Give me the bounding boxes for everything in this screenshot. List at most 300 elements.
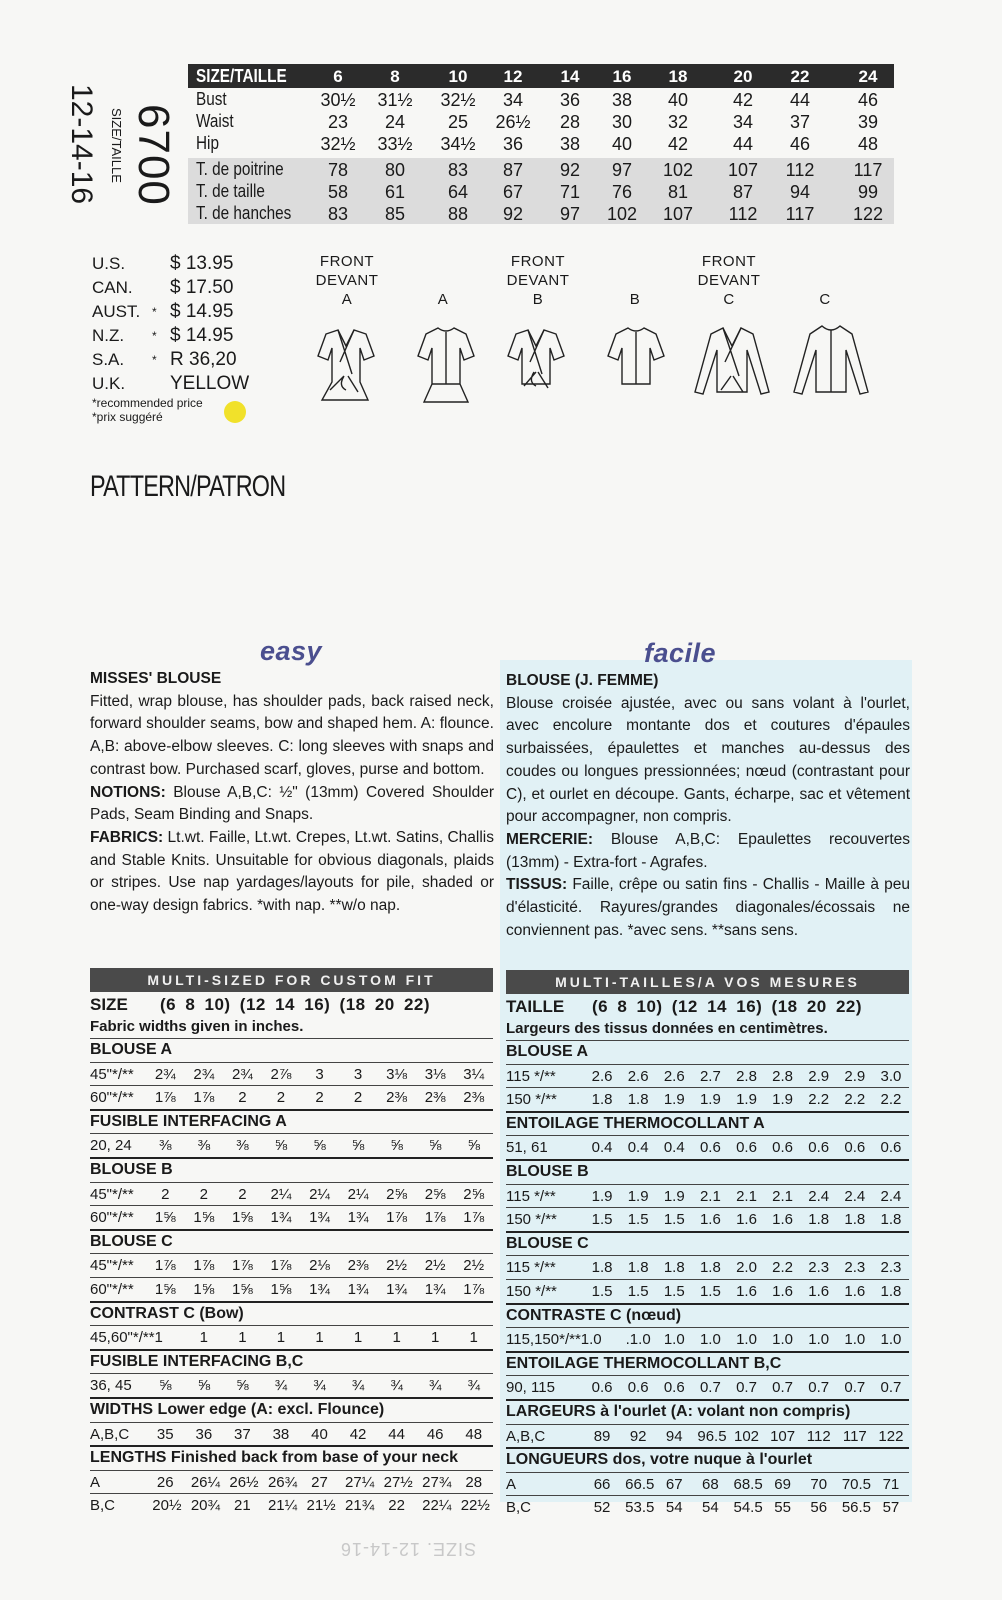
yardage-value: 1⅝: [270, 1280, 292, 1298]
yardage-value: 2.4: [808, 1187, 830, 1205]
yardage-value: ¾: [313, 1377, 326, 1395]
size-chart-cell: 97: [611, 160, 633, 180]
yardage-data-row: [90, 1063, 493, 1087]
yardage-value: 54.5: [733, 1499, 763, 1517]
yardage-value: 21½: [306, 1497, 336, 1515]
price-value: YELLOW: [170, 373, 250, 394]
size-header-cell: 10: [448, 67, 468, 86]
size-chart-cell: 117: [785, 204, 815, 224]
size-header-cell: 16: [612, 67, 632, 86]
yardage-row-label: 60"*/**: [90, 1209, 134, 1227]
yardage-value: 1.6: [808, 1282, 830, 1300]
size-chart-cell: 48: [857, 134, 879, 154]
size-chart-row: [188, 202, 894, 224]
yardage-value: 2½: [463, 1257, 485, 1275]
size-chart-cell: 92: [502, 204, 524, 224]
yardage-value: 1⅝: [231, 1209, 253, 1227]
yardage-value: 2⅝: [424, 1185, 446, 1203]
size-chart-cell: 46: [857, 90, 879, 110]
size-chart-cell: 107: [727, 160, 759, 180]
yardage-section-title: LARGEURS à l'ourlet (A: volant non compris): [506, 1402, 851, 1420]
yardage-value: 2¾: [231, 1065, 253, 1083]
yardage-value: 3.0: [880, 1067, 902, 1085]
price-country: U.S.: [92, 254, 126, 273]
yardage-value: 36: [195, 1425, 213, 1443]
yardage-data-row: [90, 1134, 493, 1159]
size-chart-cell: 94: [789, 182, 811, 202]
yardage-value: ⅝: [313, 1137, 326, 1155]
size-chart-cell: 42: [732, 90, 754, 110]
yardage-value: 112: [806, 1427, 831, 1445]
blouse-c-front-drawing: [695, 328, 769, 394]
yardage-row-label: 90, 115: [506, 1379, 555, 1397]
size-chart-cell: 30: [611, 112, 633, 132]
size-chart-cell: 80: [384, 160, 406, 180]
notions-text: Blouse A,B,C: ½" (13mm) Covered Shoulder Pads, Seam Binding and Snaps.: [90, 783, 494, 824]
size-chart-cell: 107: [662, 204, 694, 224]
yardage-value: 2⅝: [463, 1185, 485, 1203]
yardage-value: 1.6: [772, 1211, 794, 1229]
size-chart-cell: 64: [447, 182, 469, 202]
yardage-value: 56: [810, 1499, 828, 1517]
size-chart-cell: 28: [559, 112, 581, 132]
size-chart-cell: 87: [732, 182, 754, 202]
yardage-value: 22: [388, 1497, 405, 1515]
yardage-value: 1.6: [736, 1282, 757, 1300]
size-chart-row-label: T. de poitrine: [196, 159, 284, 179]
yardage-data-row: [506, 1496, 909, 1519]
yardage-value: 1.0: [772, 1331, 794, 1349]
yardage-value: 3: [315, 1065, 324, 1083]
yardage-value: 1⅞: [193, 1089, 215, 1107]
size-chart-cell: 26½: [495, 112, 531, 132]
yardage-section-title: LENGTHS Finished back from base of your neck: [90, 1449, 459, 1467]
yardage-section-title: CONTRAST C (Bow): [90, 1304, 244, 1322]
yardage-value: 1.8: [591, 1259, 613, 1277]
yardage-value: 3¼: [463, 1065, 485, 1083]
yardage-value: 117: [842, 1427, 867, 1445]
yardage-row-label: 45,60"*/**1: [90, 1329, 163, 1347]
yardage-data-row: [90, 1278, 493, 1303]
yardage-value: 54: [702, 1499, 719, 1517]
yardage-section-title: BLOUSE A: [90, 1041, 173, 1058]
size-chart-cell: 34: [732, 112, 754, 132]
yardage-data-row: [506, 1256, 909, 1280]
yardage-value: 70: [810, 1475, 828, 1493]
view-label-front-a: FRONT DEVANT A: [315, 253, 379, 308]
yardage-value: 2.2: [880, 1091, 902, 1109]
yardage-section-title: ENTOILAGE THERMOCOLLANT A: [506, 1114, 765, 1132]
yardage-value: 2¼: [309, 1185, 330, 1203]
yardage-section-row: [90, 1447, 493, 1471]
yardage-value: 35: [156, 1425, 174, 1443]
price-row: [92, 324, 252, 348]
yardage-value: 107: [770, 1427, 796, 1445]
size-chart-cell: 122: [852, 204, 884, 224]
size-chart-cell: 61: [384, 182, 406, 202]
yardage-value: 1.8: [663, 1259, 685, 1277]
view-label-back-a: A: [437, 291, 449, 308]
yardage-value: 1: [315, 1329, 324, 1347]
yardage-value: ⅝: [390, 1137, 403, 1155]
yardage-value: 1.9: [736, 1091, 757, 1109]
yardage-value: 2⅜: [424, 1089, 446, 1107]
yardage-value: 1.0: [736, 1331, 757, 1349]
yardage-value: 1.6: [772, 1282, 794, 1300]
yardage-data-row: [90, 1254, 493, 1278]
yardage-row-label: 20, 24: [90, 1137, 132, 1155]
yardage-value: 2.1: [699, 1187, 721, 1205]
yardage-value: 26: [156, 1473, 174, 1491]
yardage-value: 2¼: [270, 1185, 292, 1203]
view-label-back-c: C: [819, 291, 831, 308]
yardage-row-label: 45"*/**: [90, 1065, 134, 1083]
yardage-section-title: FUSIBLE INTERFACING A: [90, 1112, 287, 1130]
price-note: *recommended price: [92, 396, 203, 410]
yardage-row-label: 150 */**: [506, 1091, 557, 1109]
yardage-value: 21¾: [345, 1497, 375, 1515]
english-description-text: Fitted, wrap blouse, has shoulder pads, back raised neck, forward shoulder seams, bow and shaped hem. A: flounce. A,B: above-elbow sleeves. C: long sleeves with snaps and contrast bow. Purchased scarf, gloves, purse and bottom.: [90, 692, 494, 778]
french-description-text: Blouse croisée ajustée, avec ou sans volant à l'ourlet, avec encolure montante dos et coutures d'épaules surbaissées, épaulettes et manches au-dessus des coudes ou longues pressionnées; nœud (contrastant pour C), et ourlet en découpe. Gants, écharpe, sac et vêtement pour accompagner, non compris.: [506, 694, 910, 826]
yardage-value: 1.8: [880, 1211, 902, 1229]
yardage-value: 1⅝: [193, 1280, 215, 1298]
yardage-value: 2.3: [880, 1259, 902, 1277]
yardage-value: 54: [665, 1499, 683, 1517]
size-chart-cell: 32: [667, 112, 689, 132]
yardage-value: 26¾: [267, 1473, 298, 1491]
yardage-value: 26½: [229, 1473, 259, 1491]
yardage-value: 0.7: [772, 1379, 794, 1397]
yardage-value: ¾: [351, 1377, 365, 1395]
size-header-cell: 12: [503, 67, 523, 86]
yardage-value: 1⅞: [424, 1209, 446, 1227]
yardage-value: ⅝: [236, 1377, 249, 1395]
size-chart-header: [188, 64, 894, 88]
yardage-section-row: [506, 1041, 909, 1065]
yardage-value: 2.2: [772, 1259, 794, 1277]
yardage-value: 1⅝: [154, 1280, 176, 1298]
yardage-value: 1⅞: [463, 1209, 485, 1227]
yardage-value: 2.8: [772, 1067, 794, 1085]
yardage-row-label: A,B,C: [506, 1427, 546, 1445]
yardage-value: 1: [199, 1329, 208, 1347]
yardage-value: 1.9: [772, 1091, 794, 1109]
yardage-value: 27¼: [345, 1473, 375, 1491]
yardage-value: ⅜: [236, 1137, 249, 1155]
yardage-value: .1.0: [625, 1331, 651, 1349]
price-country: U.K.: [92, 374, 126, 393]
yardage-value: 1⅞: [154, 1089, 176, 1107]
size-header-cell: 8: [390, 67, 400, 86]
size-chart-row: [188, 110, 894, 132]
yardage-section-row: [90, 1351, 493, 1375]
yardage-value: 3⅛: [386, 1065, 408, 1083]
size-chart-row-label: Waist: [196, 111, 234, 131]
yardage-value: 55: [774, 1499, 791, 1517]
yardage-section-row: [90, 1399, 493, 1423]
view-label-back-b: B: [629, 291, 641, 308]
yardage-value: 69: [774, 1475, 791, 1493]
size-chart-cell: 102: [662, 160, 694, 180]
yardage-value: 1.8: [699, 1259, 721, 1277]
size-header-cell: 14: [560, 67, 580, 86]
yardage-value: 1.9: [663, 1091, 685, 1109]
size-chart-cell: 44: [732, 134, 754, 154]
yardage-section-row: [90, 1303, 493, 1327]
size-chart-cell: 32½: [440, 90, 476, 110]
yardage-table-english: [90, 968, 493, 1517]
yardage-banner-french: MULTI-TAILLES/A VOS MESURES: [506, 970, 909, 994]
yardage-value: 2.9: [808, 1067, 830, 1085]
yardage-section-title: BLOUSE A: [506, 1043, 589, 1060]
yardage-value: 2⅞: [270, 1065, 292, 1083]
blouse-b-front-drawing: [508, 330, 564, 388]
yardage-value: 96.5: [697, 1427, 727, 1445]
yardage-value: 1¾: [309, 1209, 330, 1227]
yardage-banner-english: MULTI-SIZED FOR CUSTOM FIT: [90, 968, 493, 992]
size-taille-side-label: SIZE/TAILLE: [109, 108, 124, 183]
yardage-value: 66: [593, 1475, 611, 1493]
yardage-value: 2.1: [772, 1187, 794, 1205]
price-value: R 36,20: [170, 349, 237, 370]
yardage-value: 2.6: [627, 1067, 649, 1085]
size-chart-cell: 36: [502, 134, 524, 154]
size-chart-cell: 88: [447, 204, 469, 224]
yardage-value: 68: [702, 1475, 719, 1493]
yardage-value: 22¼: [422, 1497, 452, 1515]
blouse-illustrations: [300, 316, 890, 416]
yardage-value: 46: [426, 1425, 444, 1443]
size-header-cell: 24: [858, 67, 878, 86]
price-list: [92, 252, 252, 424]
yardage-value: 0.6: [627, 1379, 649, 1397]
size-chart-cell: 67: [502, 182, 524, 202]
yardage-value: ⅜: [197, 1137, 211, 1155]
yardage-value: 1⅝: [193, 1209, 215, 1227]
yardage-data-row: [506, 1185, 909, 1209]
yardage-data-row: [90, 1206, 493, 1231]
yardage-value: 2⅜: [347, 1257, 369, 1275]
price-country: AUST.: [92, 302, 141, 321]
yardage-section-row: [90, 1159, 493, 1183]
yardage-value: 1.0: [844, 1331, 866, 1349]
price-value: $ 14.95: [170, 301, 234, 322]
yardage-data-row: [506, 1088, 909, 1113]
yardage-value: 1.0: [663, 1331, 685, 1349]
yardage-value: 1.8: [627, 1091, 649, 1109]
yardage-value: 2⅛: [309, 1257, 330, 1275]
size-chart-cell: 71: [559, 182, 581, 202]
yardage-value: 68.5: [733, 1475, 763, 1493]
yardage-value: 2.6: [663, 1067, 685, 1085]
yardage-value: 0.6: [880, 1139, 902, 1157]
yardage-section-row: [506, 1305, 909, 1329]
facile-label: facile: [644, 638, 717, 668]
size-chart-row-label: T. de hanches: [196, 203, 292, 223]
yardage-value: 52: [593, 1499, 611, 1517]
tissus-label: TISSUS:: [506, 876, 568, 894]
yardage-data-row: [90, 1374, 493, 1399]
yardage-value: 27¾: [422, 1473, 452, 1491]
yardage-value: 2.3: [844, 1259, 866, 1277]
yardage-value: 1¾: [347, 1280, 369, 1298]
yardage-value: 2: [161, 1185, 170, 1203]
yardage-value: 1¾: [424, 1280, 446, 1298]
blouse-b-back-drawing: [608, 328, 664, 384]
yardage-value: 2⅜: [463, 1089, 485, 1107]
yardage-value: 1.5: [699, 1282, 721, 1300]
yardage-value: 0.6: [699, 1139, 721, 1157]
yardage-value: 1⅝: [154, 1209, 176, 1227]
yardage-value: 1¾: [270, 1209, 292, 1227]
yardage-value: 21¼: [267, 1497, 298, 1515]
yardage-section-row: [90, 1231, 493, 1255]
yardage-value: 1: [238, 1329, 247, 1347]
yardage-row-label: 150 */**: [506, 1282, 557, 1300]
size-chart-cell: 39: [857, 112, 879, 132]
price-country: S.A.: [92, 350, 125, 369]
yardage-section-row: [506, 1449, 909, 1473]
yardage-value: ¾: [274, 1377, 288, 1395]
yardage-value: ¾: [467, 1377, 480, 1395]
yardage-value: 0.4: [591, 1139, 613, 1157]
yardage-value: ¾: [428, 1377, 442, 1395]
size-chart-cell: 33½: [377, 134, 413, 154]
yardage-value: 0.6: [772, 1139, 794, 1157]
yardage-section-title: FUSIBLE INTERFACING B,C: [90, 1352, 304, 1370]
yardage-value: 1.5: [627, 1282, 649, 1300]
yardage-value: 2⅝: [386, 1185, 408, 1203]
size-header-cell: 6: [333, 67, 343, 86]
yardage-value: 44: [388, 1425, 405, 1443]
english-title: MISSES' BLOUSE: [90, 670, 222, 687]
yardage-value: 0.4: [627, 1139, 649, 1157]
fabrics-text: Lt.wt. Faille, Lt.wt. Crepes, Lt.wt. Satins, Challis and Stable Knits. Unsuitable for obvious diagonals, plaids or stripes. Use nap yardages/layouts for pile, shaded or one-way design fabrics. *with nap. **w/o nap.: [90, 828, 494, 915]
yardage-section-row: [90, 1111, 493, 1135]
yardage-value: 27½: [383, 1473, 413, 1491]
yardage-value: 21: [234, 1497, 251, 1515]
size-label: SIZE: [90, 995, 128, 1014]
size-chart-cell: 78: [327, 160, 349, 180]
notions-label: NOTIONS:: [90, 783, 166, 801]
yardage-value: 0.4: [663, 1139, 685, 1157]
yardage-value: 71: [882, 1475, 900, 1493]
yardage-value: 1.6: [699, 1211, 721, 1229]
yardage-value: 1.8: [627, 1259, 649, 1277]
pattern-label: PATTERN/PATRON: [90, 470, 286, 503]
yardage-value: 1.5: [591, 1282, 613, 1300]
yardage-value: 0.7: [736, 1379, 757, 1397]
yardage-value: 1: [353, 1329, 363, 1347]
yardage-value: 1.6: [844, 1282, 866, 1300]
yardage-section-row: [506, 1113, 909, 1137]
yardage-value: 2¾: [154, 1065, 176, 1083]
blouse-c-back-drawing: [794, 326, 868, 394]
yardage-value: 1⅝: [231, 1280, 253, 1298]
size-chart-cell: 83: [447, 160, 469, 180]
easy-label: easy: [260, 636, 323, 666]
yardage-value: 1⅞: [386, 1209, 408, 1227]
size-chart-cell: 34½: [440, 134, 476, 154]
yardage-value: 0.7: [880, 1379, 902, 1397]
size-chart-cell: 112: [785, 160, 815, 180]
yardage-table-french: [506, 970, 909, 1519]
size-chart-row: [188, 88, 894, 110]
yardage-row-label: A: [90, 1473, 101, 1491]
yardage-value: 122: [878, 1427, 904, 1445]
size-chart-cell: 85: [384, 204, 406, 224]
yardage-value: 66.5: [625, 1475, 655, 1493]
yardage-row-label: 150 */**: [506, 1211, 557, 1229]
size-chart-row-label: T. de taille: [196, 181, 265, 201]
yardage-value: 2.7: [699, 1067, 721, 1085]
yardage-data-row: [90, 1494, 493, 1517]
yardage-value: 2: [315, 1089, 324, 1107]
size-chart-cell: 58: [327, 182, 349, 202]
size-chart-cell: 76: [611, 182, 633, 202]
size-chart-cell: 38: [559, 134, 581, 154]
yardage-value: 2⅜: [386, 1089, 408, 1107]
size-groups: (6 8 10) (12 14 16) (18 20 22): [592, 997, 863, 1016]
size-chart-cell: 34: [502, 90, 524, 110]
size-chart-cell: 87: [502, 160, 524, 180]
yardage-value: 1.5: [591, 1211, 613, 1229]
size-chart-row-label: Bust: [196, 89, 227, 109]
yardage-value: 53.5: [625, 1499, 655, 1517]
widths-note: Fabric widths given in inches.: [90, 1018, 304, 1035]
yardage-value: 2.4: [880, 1187, 902, 1205]
yardage-value: 2: [353, 1089, 363, 1107]
size-chart-cell: 37: [789, 112, 811, 132]
yardage-value: 1⅞: [270, 1257, 292, 1275]
yardage-section-title: BLOUSE B: [506, 1162, 589, 1180]
yardage-row-label: 115 */**: [506, 1187, 556, 1205]
bottom-size-text: SIZE. 12-14-16: [340, 1539, 477, 1559]
yardage-value: 1.9: [699, 1091, 721, 1109]
yardage-value: 1.9: [591, 1187, 613, 1205]
yardage-value: 0.6: [736, 1139, 757, 1157]
size-chart-cell: 92: [559, 160, 581, 180]
yardage-section-title: LONGUEURS dos, votre nuque à l'ourlet: [506, 1451, 813, 1469]
yardage-value: 56.5: [841, 1499, 872, 1517]
size-chart-row-label: Hip: [196, 133, 219, 153]
yardage-row-label: B,C: [90, 1497, 116, 1515]
size-chart-cell: 24: [384, 112, 406, 132]
yardage-value: 1⅞: [231, 1257, 253, 1275]
yardage-value: 1: [276, 1329, 286, 1347]
yardage-row-label: A: [506, 1475, 517, 1493]
size-chart-cell: 42: [667, 134, 689, 154]
price-star: *: [152, 353, 157, 367]
yardage-row-label: 36, 45: [90, 1377, 132, 1395]
yardage-value: 2.3: [808, 1259, 830, 1277]
price-row: [92, 276, 252, 300]
price-row: [92, 348, 252, 372]
yardage-value: 0.7: [699, 1379, 721, 1397]
price-star: *: [152, 305, 157, 319]
yardage-value: 102: [733, 1427, 760, 1445]
taille-label: TAILLE: [506, 997, 565, 1016]
yardage-value: 26¼: [190, 1473, 221, 1491]
price-country: N.Z.: [92, 326, 125, 345]
view-label-front-b: FRONT DEVANT B: [506, 253, 570, 308]
yardage-value: 3⅛: [424, 1065, 446, 1083]
yardage-value: 1.0: [808, 1331, 830, 1349]
size-chart-cell: 97: [559, 204, 581, 224]
size-chart-cell: 30½: [320, 90, 356, 110]
size-chart-row: [188, 132, 894, 154]
yardage-data-row: [506, 1208, 909, 1233]
